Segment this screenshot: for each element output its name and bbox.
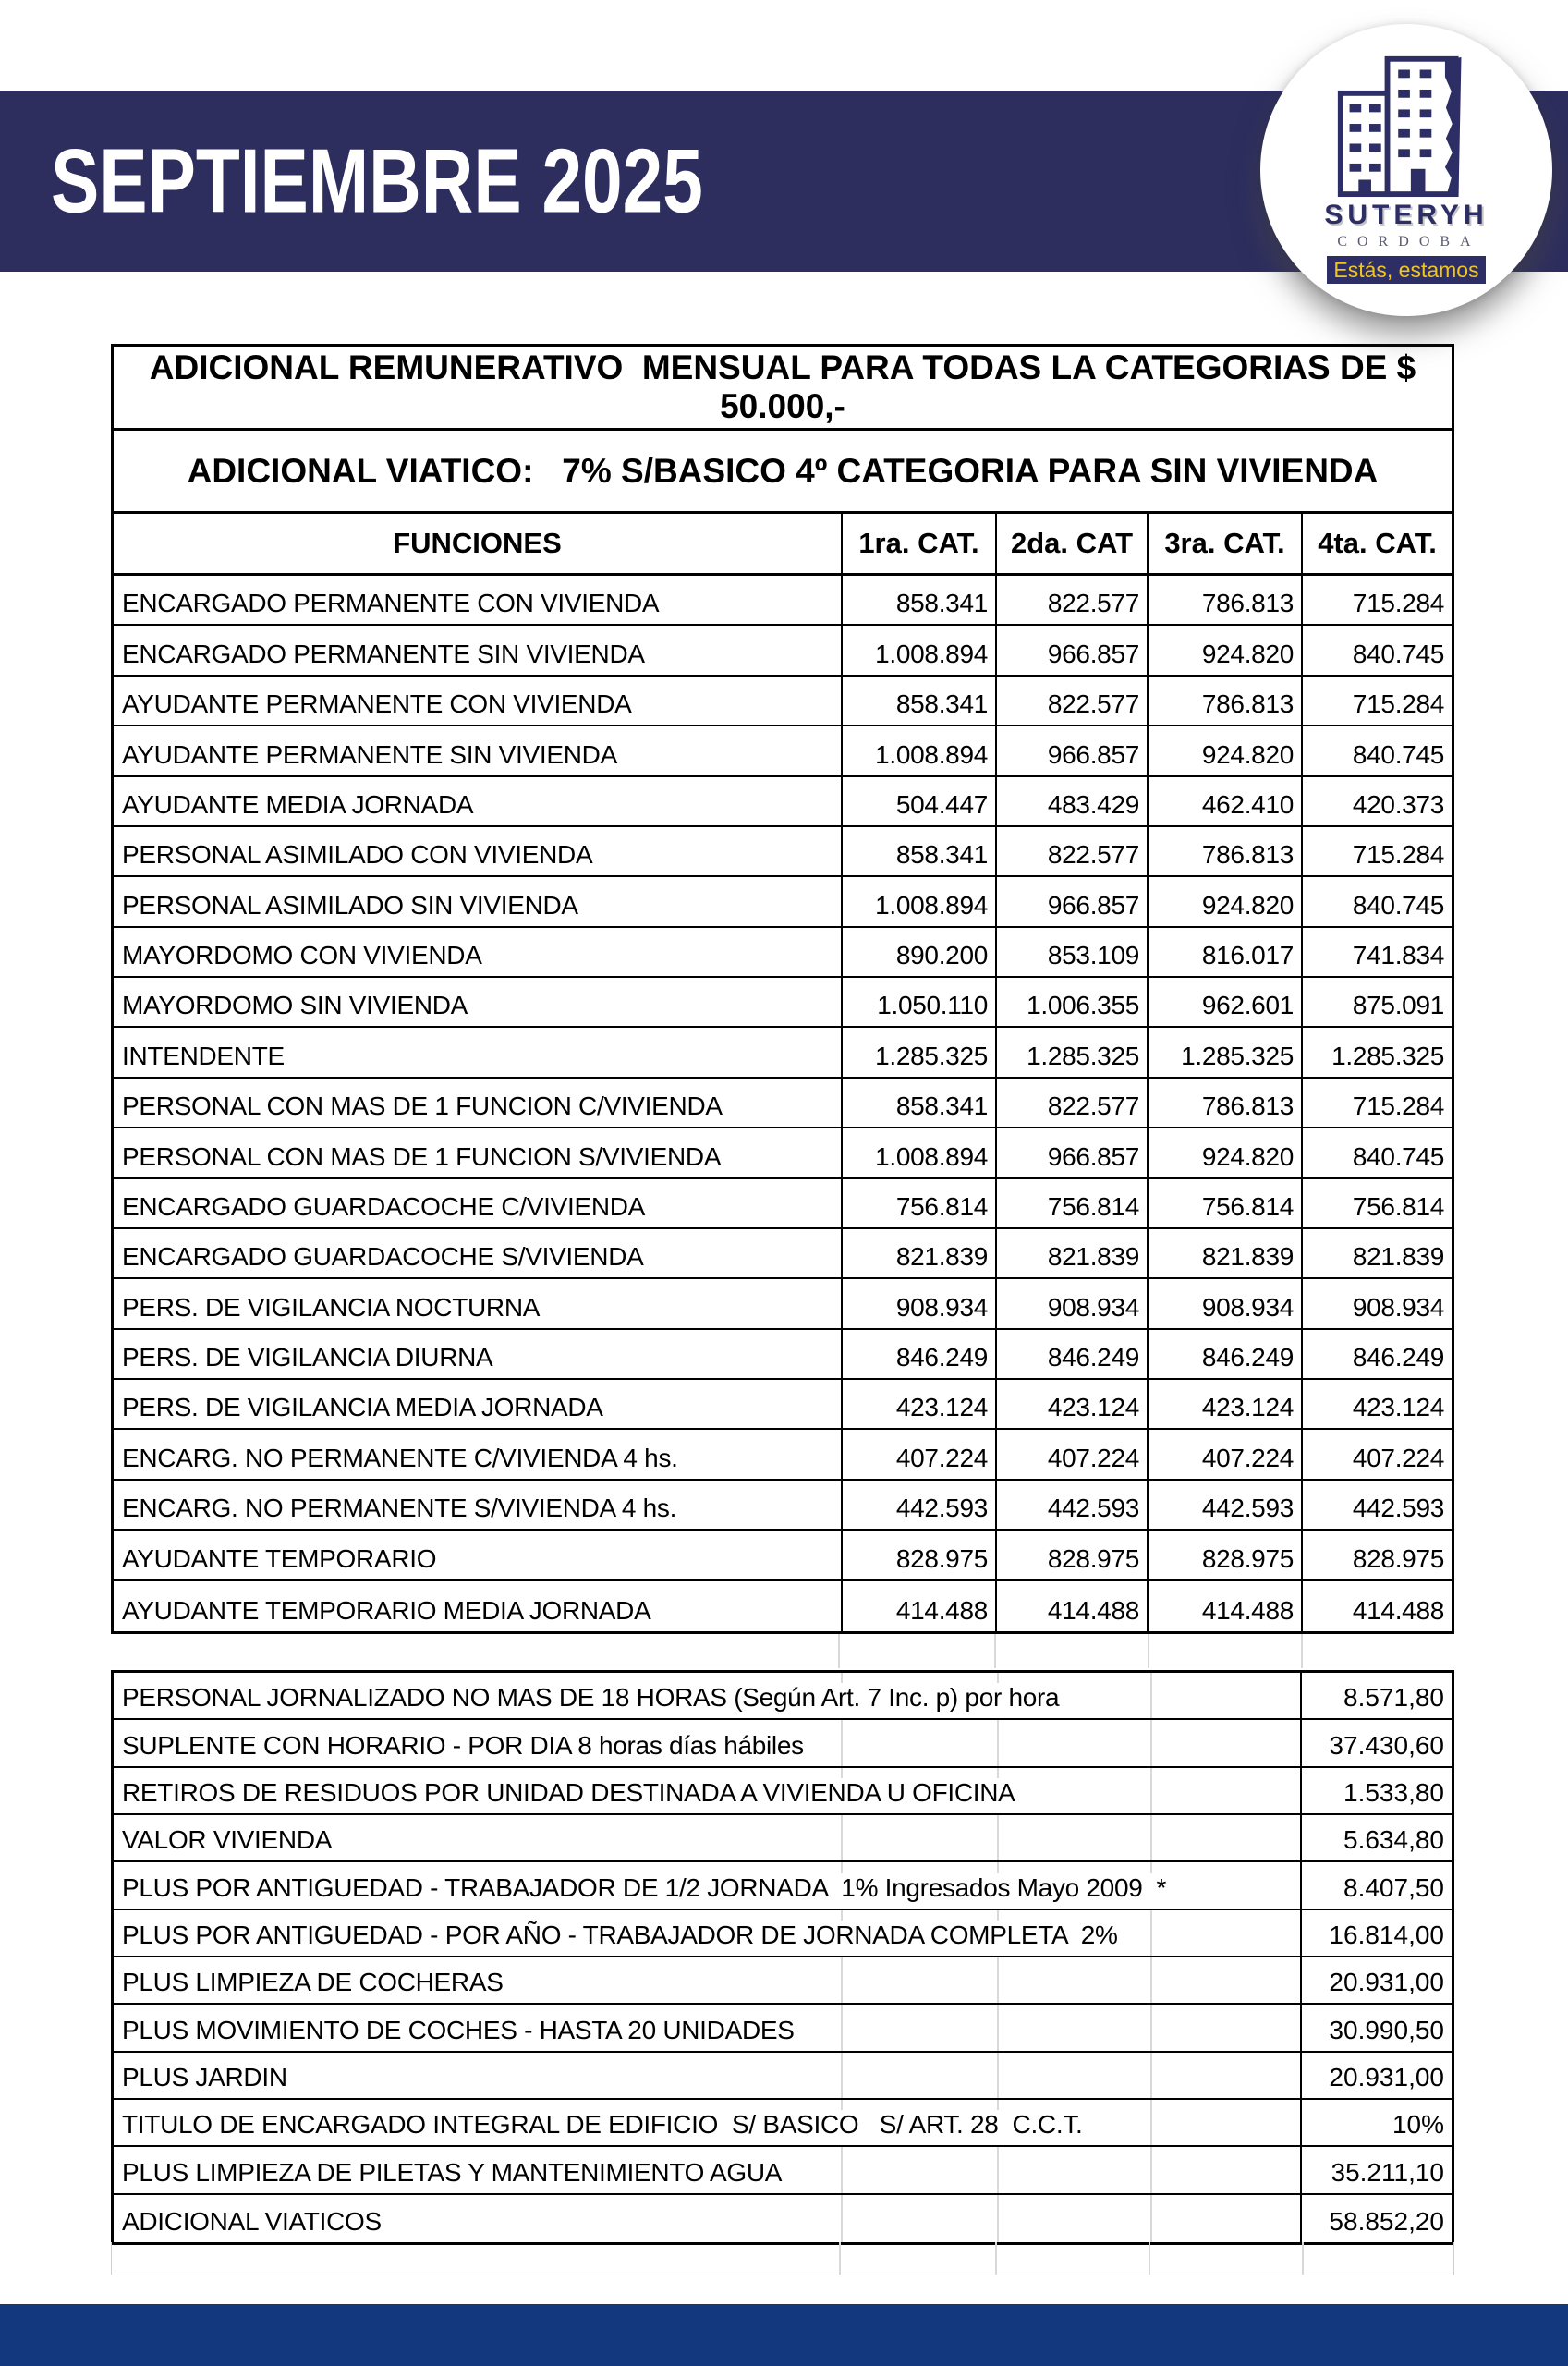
logo-tagline: Estás, estamos (1333, 257, 1479, 282)
item-label: TITULO DE ENCARGADO INTEGRAL DE EDIFICIO S/ BASICO S/ ART. 28 C.C.T. (114, 2110, 1098, 2145)
item-value: 58.852,20 (1300, 2195, 1452, 2242)
salary-value: 423.124 (1147, 1380, 1301, 1428)
item-label: SUPLENTE CON HORARIO - POR DIA 8 horas días hábiles (114, 1731, 819, 1766)
salary-value: 407.224 (995, 1430, 1147, 1478)
salary-value: 414.488 (1301, 1581, 1452, 1631)
page-title: SEPTIEMBRE 2025 (51, 129, 703, 232)
function-label: PERS. DE VIGILANCIA DIURNA (122, 1343, 493, 1372)
item-value: 35.211,10 (1300, 2147, 1452, 2192)
function-label: PERSONAL CON MAS DE 1 FUNCION S/VIVIENDA (122, 1141, 722, 1171)
salary-value: 1.285.325 (1301, 1028, 1452, 1076)
salary-value: 1.008.894 (841, 877, 995, 925)
salary-value: 423.124 (995, 1380, 1147, 1428)
table-row (114, 1380, 1452, 1430)
logo-city: CORDOBA (1337, 234, 1481, 250)
item-label: PLUS MOVIMIENTO DE COCHES - HASTA 20 UNIDADES (114, 2016, 809, 2051)
salary-value: 966.857 (995, 626, 1147, 674)
salary-value: 840.745 (1301, 1128, 1452, 1177)
table-row (114, 1330, 1452, 1380)
table-row (114, 1862, 1452, 1909)
salary-value: 407.224 (1301, 1430, 1452, 1478)
item-label: VALOR VIVIENDA (114, 1825, 346, 1860)
item-value: 16.814,00 (1300, 1910, 1452, 1956)
salary-value: 846.249 (1147, 1330, 1301, 1378)
salary-value: 890.200 (841, 928, 995, 976)
table-row (114, 726, 1452, 776)
logo-tagline-bar (1327, 256, 1486, 284)
table-row (114, 2100, 1452, 2147)
function-label: ENCARGADO GUARDACOCHE C/VIVIENDA (122, 1191, 646, 1221)
function-label: ENCARGADO PERMANENTE CON VIVIENDA (122, 589, 660, 618)
salary-value: 966.857 (995, 1128, 1147, 1177)
salary-value: 858.341 (841, 677, 995, 725)
salary-value: 822.577 (995, 576, 1147, 624)
salary-value: 846.249 (995, 1330, 1147, 1378)
table-row (114, 777, 1452, 827)
item-label: PLUS LIMPIEZA DE COCHERAS (114, 1968, 518, 2003)
salary-value: 828.975 (995, 1531, 1147, 1579)
table-row (114, 1229, 1452, 1279)
salary-value: 828.975 (841, 1531, 995, 1579)
table-row (114, 1673, 1452, 1720)
table-row (114, 2053, 1452, 2100)
suteryh-logo (1260, 24, 1552, 316)
table-row (114, 1028, 1452, 1078)
salary-value: 966.857 (995, 726, 1147, 774)
table-gap (111, 1634, 1454, 1668)
salary-value: 756.814 (1301, 1179, 1452, 1227)
item-value: 37.430,60 (1300, 1720, 1452, 1765)
item-label: PERSONAL JORNALIZADO NO MAS DE 18 HORAS (Según Art. 7 Inc. p) por hora (114, 1683, 1074, 1718)
table-row (114, 2005, 1452, 2052)
function-label: PERSONAL CON MAS DE 1 FUNCION C/VIVIENDA (122, 1092, 723, 1121)
table-subtitle: ADICIONAL VIATICO: 7% S/BASICO 4º CATEGORIA PARA SIN VIVIENDA (114, 431, 1452, 514)
salary-value: 858.341 (841, 827, 995, 875)
salary-value: 821.839 (1301, 1229, 1452, 1277)
salary-value: 1.008.894 (841, 1128, 995, 1177)
table-row (114, 626, 1452, 676)
salary-value: 828.975 (1301, 1531, 1452, 1579)
table-row (114, 1279, 1452, 1329)
function-label: AYUDANTE TEMPORARIO MEDIA JORNADA (122, 1595, 651, 1625)
salary-value: 821.839 (995, 1229, 1147, 1277)
salary-value: 924.820 (1147, 626, 1301, 674)
table-row (114, 1910, 1452, 1957)
column-header-3ra-cat: 3ra. CAT. (1147, 514, 1301, 573)
salary-value: 715.284 (1301, 677, 1452, 725)
salary-value: 1.006.355 (995, 978, 1147, 1026)
function-label: PERSONAL ASIMILADO SIN VIVIENDA (122, 890, 578, 920)
salary-value: 821.839 (1147, 1229, 1301, 1277)
function-label: PERSONAL ASIMILADO CON VIVIENDA (122, 840, 593, 870)
additional-items-table (111, 1670, 1454, 2245)
salary-value: 414.488 (1147, 1581, 1301, 1631)
salary-table (111, 344, 1454, 1634)
item-label: PLUS LIMPIEZA DE PILETAS Y MANTENIMIENTO AGUA (114, 2158, 796, 2193)
item-value: 5.634,80 (1300, 1815, 1452, 1860)
table-row (114, 2147, 1452, 2194)
item-value: 1.533,80 (1300, 1768, 1452, 1813)
column-header-1ra-cat: 1ra. CAT. (841, 514, 995, 573)
function-label: MAYORDOMO CON VIVIENDA (122, 941, 482, 970)
salary-value: 462.410 (1147, 777, 1301, 825)
table-row (114, 677, 1452, 726)
salary-value: 423.124 (841, 1380, 995, 1428)
table-row (114, 2195, 1452, 2242)
salary-value: 442.593 (1301, 1481, 1452, 1529)
item-label: PLUS POR ANTIGUEDAD - TRABAJADOR DE 1/2 JORNADA 1% Ingresados Mayo 2009 * (114, 1873, 1181, 1909)
salary-value: 1.008.894 (841, 726, 995, 774)
salary-value: 786.813 (1147, 576, 1301, 624)
table-row (114, 1128, 1452, 1178)
item-value: 10% (1300, 2100, 1452, 2145)
salary-value: 756.814 (841, 1179, 995, 1227)
salary-value: 908.934 (995, 1279, 1147, 1327)
salary-value: 840.745 (1301, 877, 1452, 925)
salary-value: 1.008.894 (841, 626, 995, 674)
table-row (114, 1430, 1452, 1480)
salary-value: 741.834 (1301, 928, 1452, 976)
function-label: ENCARGADO GUARDACOCHE S/VIVIENDA (122, 1242, 644, 1272)
item-label: ADICIONAL VIATICOS (114, 2207, 396, 2242)
salary-value: 816.017 (1147, 928, 1301, 976)
salary-value: 822.577 (995, 677, 1147, 725)
salary-value: 840.745 (1301, 626, 1452, 674)
function-label: AYUDANTE PERMANENTE SIN VIVIENDA (122, 739, 617, 769)
salary-value: 504.447 (841, 777, 995, 825)
table-row (114, 928, 1452, 978)
salary-value: 414.488 (995, 1581, 1147, 1631)
table-row (114, 1481, 1452, 1531)
footer-bar (0, 2304, 1568, 2366)
table-row (114, 1079, 1452, 1128)
salary-value: 1.050.110 (841, 978, 995, 1026)
salary-value: 962.601 (1147, 978, 1301, 1026)
salary-value: 442.593 (841, 1481, 995, 1529)
item-label: RETIROS DE RESIDUOS POR UNIDAD DESTINADA A VIVIENDA U OFICINA (114, 1778, 1030, 1813)
column-header-funciones: FUNCIONES (393, 527, 562, 559)
table-row (114, 1581, 1452, 1631)
salary-value: 846.249 (1301, 1330, 1452, 1378)
salary-value: 442.593 (1147, 1481, 1301, 1529)
table-row (114, 1179, 1452, 1229)
function-label: PERS. DE VIGILANCIA MEDIA JORNADA (122, 1393, 603, 1422)
item-value: 8.407,50 (1300, 1862, 1452, 1908)
salary-value: 908.934 (1301, 1279, 1452, 1327)
salary-value: 821.839 (841, 1229, 995, 1277)
salary-value: 1.285.325 (841, 1028, 995, 1076)
salary-value: 407.224 (1147, 1430, 1301, 1478)
table-row (114, 1768, 1452, 1815)
function-label: INTENDENTE (122, 1041, 285, 1070)
salary-value: 423.124 (1301, 1380, 1452, 1428)
table-row (114, 1957, 1452, 2005)
salary-value: 756.814 (1147, 1179, 1301, 1227)
function-label: ENCARG. NO PERMANENTE S/VIVIENDA 4 hs. (122, 1494, 677, 1523)
salary-value: 756.814 (995, 1179, 1147, 1227)
salary-value: 966.857 (995, 877, 1147, 925)
salary-value: 822.577 (995, 827, 1147, 875)
salary-value: 715.284 (1301, 576, 1452, 624)
table1-body (114, 576, 1452, 1631)
table-row (114, 978, 1452, 1028)
item-value: 20.931,00 (1300, 1957, 1452, 2003)
empty-row (111, 2242, 1454, 2275)
function-label: ENCARGADO PERMANENTE SIN VIVIENDA (122, 639, 645, 668)
logo-org-name: SUTERYH (1324, 200, 1489, 230)
item-label: PLUS POR ANTIGUEDAD - POR AÑO - TRABAJADOR DE JORNADA COMPLETA 2% (114, 1921, 1133, 1956)
column-header-2da-cat: 2da. CAT (995, 514, 1147, 573)
salary-value: 822.577 (995, 1079, 1147, 1127)
table-row (114, 576, 1452, 626)
column-header-4ta-cat: 4ta. CAT. (1301, 514, 1452, 573)
table-header-row (114, 514, 1452, 576)
salary-value: 846.249 (841, 1330, 995, 1378)
item-value: 20.931,00 (1300, 2053, 1452, 2098)
table-row (114, 827, 1452, 877)
salary-value: 483.429 (995, 777, 1147, 825)
salary-value: 414.488 (841, 1581, 995, 1631)
item-label: PLUS JARDIN (114, 2063, 302, 2098)
table-row (114, 1720, 1452, 1767)
function-label: MAYORDOMO SIN VIVIENDA (122, 991, 468, 1020)
salary-value: 858.341 (841, 1079, 995, 1127)
table-row (114, 877, 1452, 927)
table-row (114, 1815, 1452, 1862)
salary-value: 858.341 (841, 576, 995, 624)
table-title: ADICIONAL REMUNERATIVO MENSUAL PARA TODAS LA CATEGORIAS DE $ 50.000,- (114, 347, 1452, 431)
salary-value: 786.813 (1147, 1079, 1301, 1127)
salary-value: 924.820 (1147, 877, 1301, 925)
function-label: AYUDANTE PERMANENTE CON VIVIENDA (122, 689, 632, 719)
table-row (114, 1531, 1452, 1580)
salary-value: 924.820 (1147, 726, 1301, 774)
salary-value: 924.820 (1147, 1128, 1301, 1177)
function-label: AYUDANTE TEMPORARIO (122, 1543, 437, 1573)
suteryh-buildings-icon (1330, 52, 1483, 198)
salary-value: 875.091 (1301, 978, 1452, 1026)
salary-value: 715.284 (1301, 827, 1452, 875)
salary-value: 715.284 (1301, 1079, 1452, 1127)
function-label: PERS. DE VIGILANCIA NOCTURNA (122, 1292, 541, 1322)
salary-value: 1.285.325 (995, 1028, 1147, 1076)
salary-value: 1.285.325 (1147, 1028, 1301, 1076)
salary-value: 786.813 (1147, 677, 1301, 725)
function-label: ENCARG. NO PERMANENTE C/VIVIENDA 4 hs. (122, 1443, 678, 1472)
salary-value: 853.109 (995, 928, 1147, 976)
item-value: 8.571,80 (1300, 1673, 1452, 1718)
salary-value: 420.373 (1301, 777, 1452, 825)
salary-value: 407.224 (841, 1430, 995, 1478)
salary-value: 908.934 (1147, 1279, 1301, 1327)
salary-value: 908.934 (841, 1279, 995, 1327)
function-label: AYUDANTE MEDIA JORNADA (122, 789, 474, 819)
salary-value: 828.975 (1147, 1531, 1301, 1579)
salary-value: 786.813 (1147, 827, 1301, 875)
salary-value: 840.745 (1301, 726, 1452, 774)
item-value: 30.990,50 (1300, 2005, 1452, 2050)
salary-value: 442.593 (995, 1481, 1147, 1529)
